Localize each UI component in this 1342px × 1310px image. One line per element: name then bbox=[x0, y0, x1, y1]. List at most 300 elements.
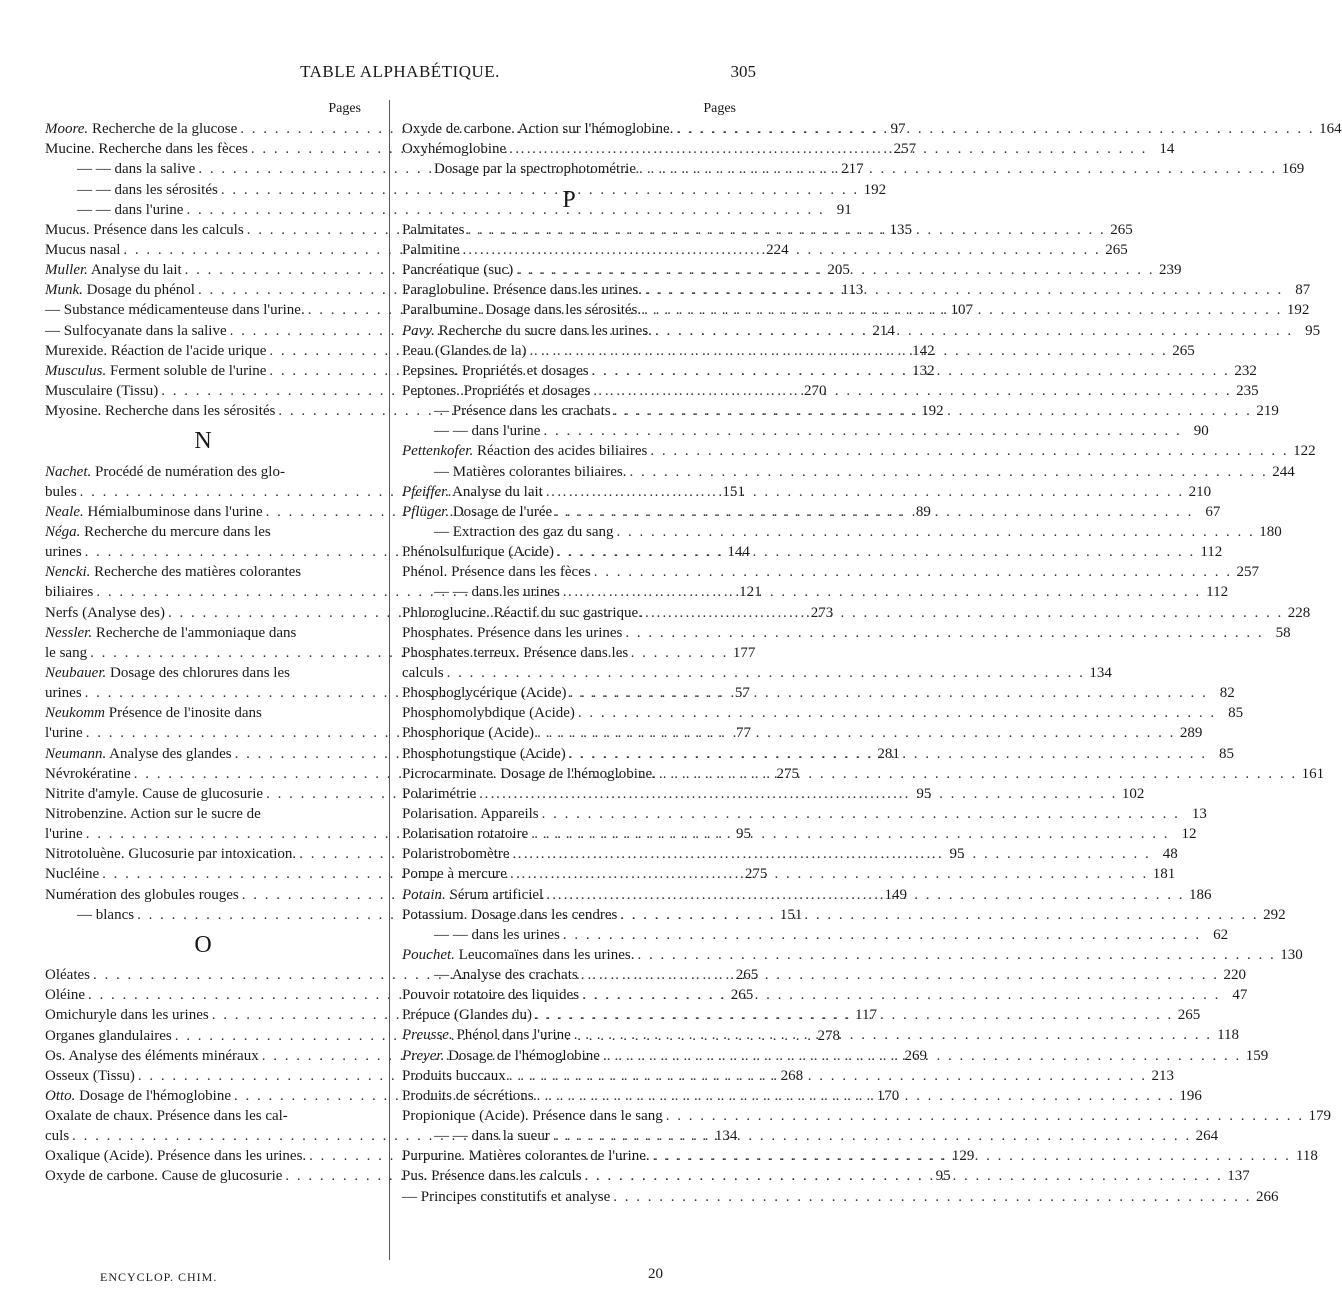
entry-text bbox=[45, 300, 305, 320]
entry-label: calculs bbox=[402, 664, 444, 681]
entry-page: 102 bbox=[1121, 785, 1145, 802]
entry-label: Analyse du lait bbox=[449, 483, 543, 500]
entry-label: biliaires bbox=[45, 584, 94, 601]
entry-label: Omichuryle dans les urines bbox=[45, 1007, 209, 1024]
dot-leader bbox=[537, 1086, 1175, 1106]
entry-text bbox=[402, 925, 560, 945]
entry-label: Numération des globules rouges bbox=[45, 886, 239, 903]
dot-leader bbox=[510, 864, 1148, 884]
index-entry-continued bbox=[45, 623, 361, 643]
entry-author: Potain. bbox=[402, 886, 446, 903]
entry-label: Polarimétrie bbox=[402, 785, 477, 802]
entry-text bbox=[45, 220, 244, 240]
entry-page: 265 bbox=[1105, 242, 1128, 258]
page-number: 305 bbox=[730, 62, 756, 81]
entry-page: 257 bbox=[1236, 564, 1259, 581]
entry-label: Dosage des chlorures dans les bbox=[106, 664, 290, 681]
entry-label: Phénol dans l'urine bbox=[452, 1027, 571, 1044]
index-entry bbox=[402, 441, 1316, 461]
dot-leader bbox=[644, 300, 1282, 320]
entry-label: Sérum artificiel bbox=[445, 886, 544, 903]
entry-text bbox=[402, 462, 626, 482]
dot-leader bbox=[659, 764, 1297, 784]
dot-leader bbox=[553, 1126, 1191, 1146]
entry-page: 107 bbox=[950, 302, 973, 319]
entry-label: le sang bbox=[45, 644, 88, 661]
entry-page: 217 bbox=[841, 161, 864, 178]
entry-label: Phénol. Présence dans les fèces bbox=[402, 564, 591, 581]
section-letter: N bbox=[194, 428, 212, 455]
entry-page: 289 bbox=[1179, 725, 1203, 742]
entry-page: 170 bbox=[876, 1087, 900, 1104]
dot-leader bbox=[650, 441, 1288, 461]
entry-page: 192 bbox=[1286, 302, 1310, 319]
entry-label: Palmitine bbox=[402, 242, 460, 258]
entry-text bbox=[45, 665, 290, 681]
entry-page: 112 bbox=[1206, 584, 1229, 601]
entry-text bbox=[402, 603, 642, 623]
pages-label: Pages bbox=[328, 101, 361, 116]
entry-label: urines bbox=[45, 544, 82, 561]
entry-page: 91 bbox=[836, 201, 852, 218]
entry-text bbox=[402, 421, 540, 441]
entry-text bbox=[45, 1086, 231, 1106]
entry-label: Oxalique (Acide). Présence dans les urines. bbox=[45, 1148, 307, 1165]
entry-page: 13 bbox=[1191, 805, 1207, 822]
entry-label: Phosphorique (Acide) bbox=[402, 725, 535, 742]
entry-text bbox=[45, 482, 77, 502]
entry-label: Dosage de l'hémoglobine bbox=[75, 1087, 232, 1104]
entry-text bbox=[402, 542, 554, 562]
entry-author: Neumann. bbox=[45, 745, 107, 762]
entry-page: 180 bbox=[1259, 523, 1282, 540]
entry-author: Pavy. bbox=[402, 322, 435, 339]
entry-page: 122 bbox=[1293, 443, 1316, 460]
entry-page: 265 bbox=[1177, 1007, 1201, 1024]
entry-page: 47 bbox=[1232, 987, 1248, 1004]
entry-text bbox=[402, 663, 444, 683]
entry-label: Myosine. Recherche dans les sérosités bbox=[45, 403, 276, 420]
entry-page: 275 bbox=[744, 866, 768, 883]
entry-label: Picrocarminate. Dosage de l'hémoglobine. bbox=[402, 765, 656, 782]
entry-page: 48 bbox=[1162, 846, 1178, 863]
entry-text bbox=[45, 705, 262, 721]
entry-page: 149 bbox=[884, 886, 907, 903]
entry-text bbox=[402, 1166, 582, 1186]
entry-text bbox=[402, 844, 509, 864]
dot-leader bbox=[546, 482, 1184, 502]
entry-label: Procédé de numération des glo- bbox=[91, 463, 285, 480]
entry-label: Recherche des matières colorantes bbox=[90, 564, 302, 581]
entry-page: 196 bbox=[1179, 1087, 1202, 1104]
entry-label: — — dans l'urine bbox=[77, 201, 184, 218]
entry-label: Paralbumine. Dosage dans les sérosités. bbox=[402, 302, 642, 319]
entry-label: Osseux (Tissu) bbox=[45, 1067, 135, 1084]
dot-leader bbox=[614, 401, 1252, 421]
entry-page: 275 bbox=[776, 765, 800, 782]
dot-leader bbox=[512, 844, 1150, 864]
entry-text bbox=[402, 321, 652, 341]
entry-label: Pepsines. Propriétés et dosages bbox=[402, 362, 589, 379]
dot-leader bbox=[645, 280, 1283, 300]
entry-author: Neale. bbox=[45, 503, 84, 520]
entry-page: 118 bbox=[1295, 1148, 1318, 1165]
signature-mark: 20 bbox=[648, 1266, 663, 1282]
entry-label: Dosage du phénol bbox=[82, 282, 195, 299]
entry-label: Purpurine. Matières colorantes de l'urine. bbox=[402, 1148, 650, 1165]
index-entry bbox=[402, 1126, 1219, 1146]
entry-text bbox=[402, 220, 465, 240]
entry-label: Produits buccaux bbox=[402, 1067, 506, 1084]
entry-page: 159 bbox=[1245, 1047, 1269, 1064]
entry-page: 265 bbox=[1110, 221, 1133, 238]
pages-label: Pages bbox=[703, 101, 736, 116]
entry-label: Recherche de l'ammoniaque dans bbox=[92, 624, 297, 641]
entry-label: Phloroglucine. Réactif du suc gastrique. bbox=[402, 604, 642, 621]
index-entry bbox=[45, 180, 887, 200]
entry-page: 235 bbox=[1236, 382, 1259, 399]
dot-leader bbox=[563, 925, 1201, 945]
entry-text bbox=[45, 280, 195, 300]
entry-text bbox=[45, 885, 239, 905]
entry-label: — blancs bbox=[77, 906, 135, 923]
entry-page: 232 bbox=[1234, 362, 1257, 379]
entry-label: — — dans la salive bbox=[77, 161, 196, 178]
entry-page: 270 bbox=[803, 382, 827, 399]
entry-label: Recherche de la glucose bbox=[88, 121, 238, 138]
entry-text bbox=[45, 180, 218, 200]
entry-label: Polaristrobomètre bbox=[402, 846, 510, 863]
entry-author: Nessler. bbox=[45, 624, 93, 641]
dot-leader bbox=[637, 945, 1275, 965]
dot-leader bbox=[570, 683, 1208, 703]
dot-leader bbox=[574, 1025, 1212, 1045]
dot-leader bbox=[557, 542, 1195, 562]
entry-label: Musculaire (Tissu) bbox=[45, 382, 159, 399]
entry-text bbox=[45, 119, 237, 139]
entry-page: 219 bbox=[1256, 403, 1279, 420]
entry-author: Otto. bbox=[45, 1087, 76, 1104]
entry-text bbox=[45, 1066, 135, 1086]
entry-page: 179 bbox=[1308, 1108, 1332, 1125]
entry-page: 192 bbox=[863, 181, 887, 198]
entry-page: 269 bbox=[904, 1047, 927, 1064]
entry-label: — Extraction des gaz du sang bbox=[434, 523, 614, 540]
entry-page: 151 bbox=[779, 906, 803, 923]
entry-text bbox=[402, 1066, 506, 1086]
entry-author: Nachet. bbox=[45, 463, 92, 480]
entry-author: Munk. bbox=[45, 282, 83, 299]
entry-page: 113 bbox=[841, 282, 864, 299]
entry-text bbox=[45, 341, 266, 361]
entry-label: l'urine bbox=[45, 725, 83, 742]
entry-page: 95 bbox=[949, 846, 965, 863]
entry-label: Dosage de l'urée bbox=[449, 503, 553, 520]
entry-page: 57 bbox=[734, 685, 750, 702]
entry-label: Propionique (Acide). Présence dans le sang bbox=[402, 1108, 663, 1125]
entry-page: 134 bbox=[1089, 664, 1112, 681]
entry-label: Ferment soluble de l'urine bbox=[106, 362, 267, 379]
entry-label: Oxyde de carbone. Action sur l'hémoglobine. bbox=[402, 121, 674, 138]
index-entry bbox=[402, 925, 1229, 945]
entry-text bbox=[45, 159, 195, 179]
entry-text bbox=[402, 361, 589, 381]
entry-label: Prépuce (Glandes du) bbox=[402, 1007, 532, 1024]
index-entry-continued bbox=[45, 562, 361, 582]
entry-label: Recherche du sucre dans les urines. bbox=[434, 322, 652, 339]
entry-text bbox=[45, 361, 266, 381]
index-entry bbox=[402, 804, 1207, 824]
index-entry bbox=[402, 522, 1282, 542]
dot-leader bbox=[509, 139, 1147, 159]
entry-text bbox=[45, 139, 248, 159]
index-entry bbox=[402, 421, 1209, 441]
entry-text bbox=[402, 139, 506, 159]
entry-text bbox=[45, 905, 134, 925]
dot-leader bbox=[676, 119, 1314, 139]
entry-label: Dosage de l'hémoglobine bbox=[444, 1047, 600, 1064]
entry-label: Pouvoir rotatoire des liquides bbox=[402, 987, 580, 1004]
entry-text bbox=[45, 1108, 288, 1124]
entry-label: Oléates bbox=[45, 967, 90, 984]
section-letter: O bbox=[194, 931, 212, 958]
entry-label: Mucine. Recherche dans les fèces bbox=[45, 141, 248, 158]
entry-text bbox=[402, 645, 628, 661]
dot-leader bbox=[645, 603, 1283, 623]
index-entry-continued bbox=[45, 804, 361, 824]
entry-text bbox=[45, 1126, 69, 1146]
entry-page: 281 bbox=[877, 745, 900, 762]
entry-text bbox=[45, 260, 182, 280]
entry-label: Dosage par la spectrophotométrie bbox=[434, 161, 637, 178]
entry-text bbox=[402, 784, 476, 804]
dot-leader bbox=[563, 582, 1201, 602]
entry-label: Oxyhémoglobine bbox=[402, 141, 507, 158]
index-entry-continued bbox=[402, 643, 736, 663]
entry-label: l'urine bbox=[45, 826, 83, 843]
entry-label: — Substance médicamenteuse dans l'urine. bbox=[45, 302, 305, 319]
entry-page: 257 bbox=[893, 141, 917, 158]
entry-author: Neukomm bbox=[45, 705, 105, 722]
entry-page: 112 bbox=[1200, 544, 1223, 561]
entry-label: Pompe à mercure bbox=[402, 866, 507, 883]
index-entry-continued bbox=[45, 703, 361, 723]
entry-text bbox=[402, 1005, 532, 1025]
dot-leader bbox=[516, 260, 1154, 280]
dot-leader bbox=[593, 381, 1231, 401]
entry-label: — Matières colorantes biliaires. bbox=[434, 463, 627, 480]
entry-author: Muller. bbox=[45, 262, 88, 279]
index-entry-continued bbox=[45, 462, 361, 482]
entry-label: Recherche du mercure dans les bbox=[80, 523, 271, 540]
entry-label: urines bbox=[45, 685, 82, 702]
entry-text bbox=[402, 260, 513, 280]
entry-text bbox=[45, 401, 275, 421]
entry-text bbox=[402, 764, 656, 784]
running-title: TABLE ALPHABÉTIQUE. bbox=[300, 62, 500, 81]
entry-page: 224 bbox=[766, 241, 789, 258]
dot-leader bbox=[620, 905, 1258, 925]
entry-text bbox=[402, 1106, 663, 1126]
dot-leader bbox=[555, 502, 1193, 522]
entry-label: Polarisation rotatoire bbox=[402, 826, 529, 843]
entry-text bbox=[45, 643, 87, 663]
entry-label: Paraglobuline. Présence dans les urines. bbox=[402, 282, 642, 299]
entry-text bbox=[402, 240, 460, 260]
entry-label: Oxyde de carbone. Cause de glucosurie bbox=[45, 1168, 283, 1185]
entry-label: Potassium. Dosage dans les cendres bbox=[402, 906, 618, 923]
entry-text bbox=[402, 623, 622, 643]
dot-leader bbox=[666, 1106, 1304, 1126]
entry-text bbox=[402, 945, 634, 965]
entry-text bbox=[45, 784, 263, 804]
dot-leader bbox=[530, 341, 1168, 361]
entry-text bbox=[402, 441, 647, 461]
entry-label: Pancréatique (suc) bbox=[402, 262, 514, 279]
entry-label: — — dans les urines bbox=[434, 584, 560, 601]
entry-page: 132 bbox=[912, 362, 935, 379]
entry-label: Présence de l'inosite dans bbox=[105, 705, 262, 722]
entry-text bbox=[402, 985, 579, 1005]
entry-author: Néga. bbox=[45, 523, 81, 540]
entry-text bbox=[45, 1046, 259, 1066]
dot-leader bbox=[578, 703, 1216, 723]
entry-text bbox=[45, 723, 83, 743]
entry-label: Phosphotungstique (Acide) bbox=[402, 745, 566, 762]
entry-text bbox=[45, 381, 158, 401]
entry-label: — Présence dans les crachats bbox=[434, 403, 611, 420]
entry-label: Phosphoglycérique (Acide) bbox=[402, 685, 567, 702]
entry-text bbox=[45, 524, 271, 540]
entry-text bbox=[45, 542, 82, 562]
entry-page: 177 bbox=[732, 644, 756, 661]
entry-label: Phénolsulfurique (Acide) bbox=[402, 544, 555, 561]
entry-author: Nencki. bbox=[45, 564, 91, 581]
dot-leader bbox=[592, 361, 1230, 381]
column-divider bbox=[389, 100, 390, 1260]
entry-author: Preyer. bbox=[402, 1047, 445, 1064]
entry-page: 58 bbox=[1275, 624, 1291, 641]
entry-page: 14 bbox=[1159, 141, 1175, 158]
entry-label: Réaction des acides biliaires bbox=[473, 443, 648, 460]
entry-label: Polarisation. Appareils bbox=[402, 805, 539, 822]
entry-page: 87 bbox=[1295, 282, 1311, 299]
entry-page: 130 bbox=[1280, 946, 1303, 963]
entry-text bbox=[45, 683, 82, 703]
entry-label: Organes glandulaires bbox=[45, 1027, 172, 1044]
entry-label: Névrokératine bbox=[45, 765, 131, 782]
entry-text bbox=[45, 240, 120, 260]
entry-text bbox=[402, 1046, 600, 1066]
entry-page: 90 bbox=[1193, 423, 1209, 440]
entry-text bbox=[402, 683, 567, 703]
entry-text bbox=[45, 502, 263, 522]
entry-label: Peau (Glandes de la) bbox=[402, 342, 527, 359]
entry-page: 278 bbox=[817, 1027, 841, 1044]
entry-text bbox=[45, 824, 83, 844]
entry-page: 205 bbox=[827, 262, 850, 279]
dot-leader bbox=[479, 784, 1117, 804]
entry-page: 181 bbox=[1152, 866, 1176, 883]
dot-leader bbox=[582, 985, 1220, 1005]
entry-text bbox=[402, 300, 641, 320]
entry-label: — Sulfocyanate dans la salive bbox=[45, 322, 227, 339]
dot-leader bbox=[617, 522, 1255, 542]
entry-page: 89 bbox=[915, 503, 931, 520]
entry-page: 137 bbox=[1227, 1168, 1250, 1185]
entry-text bbox=[402, 119, 673, 139]
entry-page: 95 bbox=[916, 785, 932, 802]
entry-page: 67 bbox=[1205, 503, 1221, 520]
entry-text bbox=[45, 1026, 172, 1046]
entry-page: 82 bbox=[1219, 685, 1235, 702]
dot-leader bbox=[639, 159, 1277, 179]
entry-text bbox=[45, 582, 93, 602]
entry-text bbox=[45, 1166, 282, 1186]
dot-leader bbox=[468, 220, 1106, 240]
entry-text bbox=[402, 744, 566, 764]
entry-label: Nerfs (Analyse des) bbox=[45, 604, 165, 621]
entry-author: Pflüger. bbox=[402, 503, 450, 520]
entry-label: bules bbox=[45, 483, 77, 500]
entry-text bbox=[402, 522, 614, 542]
entry-author: Musculus. bbox=[45, 362, 107, 379]
index-entry bbox=[402, 462, 1295, 482]
entry-page: 134 bbox=[714, 1128, 738, 1145]
entry-text bbox=[402, 1187, 610, 1207]
entry-page: 77 bbox=[735, 725, 751, 742]
index-entry-continued bbox=[45, 663, 361, 683]
entry-label: Produits de sécrétions bbox=[402, 1087, 534, 1104]
dot-leader bbox=[546, 885, 1184, 905]
entry-page: 273 bbox=[810, 604, 834, 621]
entry-page: 121 bbox=[739, 584, 762, 601]
entry-label: Oxalate de chaux. Présence dans les cal- bbox=[45, 1108, 288, 1125]
entry-label: Nitrite d'amyle. Cause de glucosurie bbox=[45, 785, 264, 802]
entry-page: 186 bbox=[1188, 886, 1212, 903]
index-entry-continued bbox=[45, 1106, 361, 1126]
entry-page: 85 bbox=[1228, 705, 1244, 722]
entry-text bbox=[402, 703, 575, 723]
entry-text bbox=[45, 985, 85, 1005]
entry-author: Pettenkofer. bbox=[402, 443, 474, 460]
entry-page: 239 bbox=[1158, 262, 1182, 279]
dot-leader bbox=[655, 321, 1293, 341]
entry-page: 12 bbox=[1181, 826, 1197, 843]
entry-text bbox=[45, 844, 296, 864]
entry-text bbox=[45, 200, 183, 220]
entry-text bbox=[402, 1086, 534, 1106]
entry-text bbox=[45, 564, 301, 580]
entry-author: Neubauer. bbox=[45, 664, 107, 681]
dot-leader bbox=[629, 462, 1267, 482]
entry-label: — — dans les sérosités bbox=[77, 181, 218, 198]
entry-page: 142 bbox=[912, 342, 935, 359]
entry-label: Peptones. Propriétés et dosages bbox=[402, 382, 591, 399]
entry-label: Pus. Présence dans les calculs bbox=[402, 1168, 582, 1185]
entry-label: Nucléine bbox=[45, 866, 100, 883]
entry-label: Phosphates. Présence dans les urines bbox=[402, 624, 623, 641]
entry-page: 117 bbox=[855, 1007, 877, 1024]
entry-author: Pouchet. bbox=[402, 946, 455, 963]
dot-leader bbox=[535, 1005, 1173, 1025]
entry-page: 214 bbox=[872, 322, 895, 339]
dot-leader bbox=[463, 240, 1101, 260]
entry-text bbox=[402, 482, 543, 502]
entry-text bbox=[402, 824, 528, 844]
entry-text bbox=[402, 562, 591, 582]
entry-text bbox=[402, 905, 617, 925]
